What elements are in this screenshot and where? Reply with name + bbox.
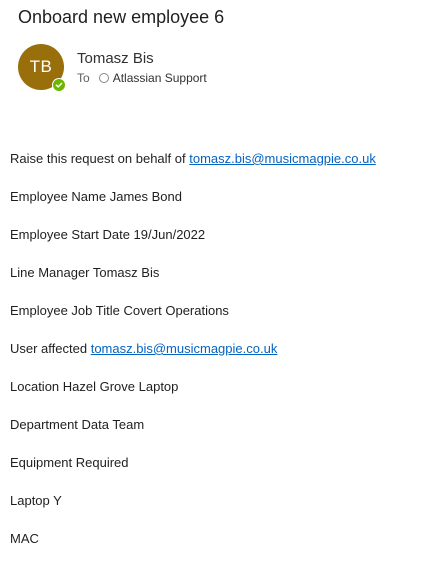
department-line: Department Data Team <box>10 417 145 432</box>
raise-request-label: Raise this request on behalf of <box>10 151 186 166</box>
location-line: Location Hazel Grove Laptop <box>10 379 179 394</box>
employee-name-line: Employee Name James Bond <box>10 189 182 204</box>
user-affected-line <box>10 340 435 378</box>
equipment-required-line: Equipment Required <box>10 455 129 470</box>
raise-request-line <box>10 150 435 188</box>
sender-name[interactable]: Tomasz Bis <box>77 50 154 67</box>
user-affected-email-link[interactable]: tomasz.bis@musicmagpie.co.uk <box>90 341 278 356</box>
email-subject: Onboard new employee 6 <box>18 7 225 27</box>
raise-request-email-link[interactable]: tomasz.bis@musicmagpie.co.uk <box>189 151 376 166</box>
email-body <box>10 150 435 568</box>
recipients-line <box>77 71 207 85</box>
recipient-name[interactable]: Atlassian Support <box>112 71 207 85</box>
recipient-status-icon <box>99 73 109 83</box>
sender-header <box>18 44 438 96</box>
mac-line: MAC <box>10 531 39 546</box>
job-title-line: Employee Job Title Covert Operations <box>10 303 229 318</box>
avatar-initials: TB <box>29 57 53 76</box>
laptop-line: Laptop Y <box>10 493 62 508</box>
line-manager-line: Line Manager Tomasz Bis <box>10 265 160 280</box>
to-label: To <box>77 71 90 85</box>
start-date-line: Employee Start Date 19/Jun/2022 <box>10 227 206 242</box>
user-affected-label: User affected <box>10 341 88 356</box>
presence-available-icon <box>52 78 66 92</box>
